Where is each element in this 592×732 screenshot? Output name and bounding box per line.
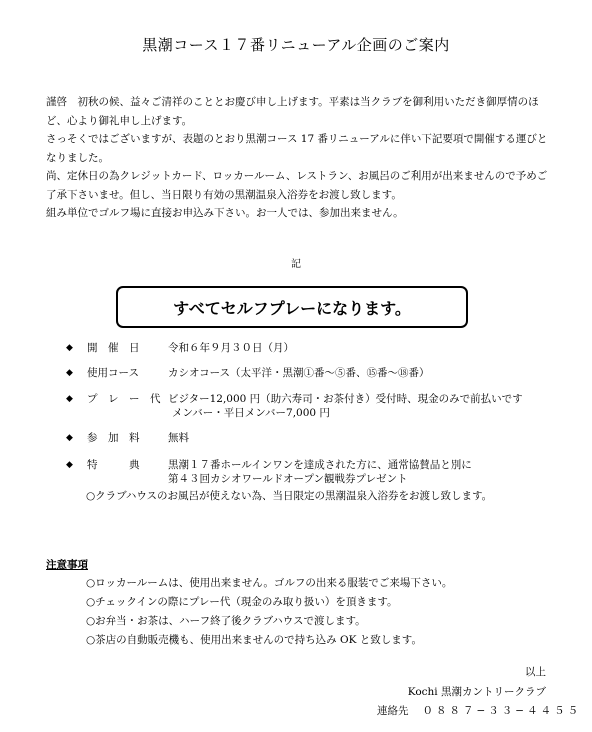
- detail-label-fee: プ レ ー 代: [87, 393, 161, 405]
- intro-closure-note: 尚、定休日の為クレジットカード、ロッカールーム、レストラン、お風呂のご利用が出来ませんので予めご了承下さいませ。但し、当日限り有効の黒潮温泉入浴券をお渡し致します。: [46, 170, 548, 201]
- diamond-bullet-icon: ◆: [66, 460, 73, 470]
- note-item: ○チェックインの際にプレー代（現金のみ取り扱い）を頂きます。: [86, 596, 398, 608]
- detail-label-course: 使用コース: [87, 367, 139, 379]
- detail-value-entry-fee: 無料: [168, 432, 189, 444]
- detail-value-special: [168, 458, 568, 486]
- bath-ticket-note: ○クラブハウスのお風呂が使えない為、当日限定の黒潮温泉入浴券をお渡し致します。: [86, 490, 493, 502]
- note-item: ○茶店の自動販売機も、使用出来ませんので持ち込み OK と致します。: [86, 634, 422, 646]
- club-name: Kochi 黒潮カントリークラブ: [407, 686, 546, 698]
- closing-ijo: 以上: [525, 666, 546, 678]
- notes-heading: 注意事項: [46, 559, 88, 571]
- note-item: ○ロッカールームは、使用出来ません。ゴルフの出来る服装でご来場下さい。: [86, 577, 453, 589]
- diamond-bullet-icon: ◆: [66, 433, 73, 443]
- ki-heading: 記: [291, 259, 301, 270]
- intro-entry-note: 組み単位でゴルフ場に直接お申込み下さい。お一人では、参加出来ません。: [46, 207, 404, 219]
- notes-list: [86, 574, 556, 650]
- detail-value-date: 令和６年９月３０日（月）: [168, 342, 294, 354]
- self-play-banner: すべてセルフプレーになります。: [116, 286, 468, 328]
- detail-label-entry-fee: 参 加 料: [87, 432, 140, 444]
- intro-announcement: さっそくではございますが、表題のとおり黒潮コース 17 番リニューアルに伴い下記要項で開催する運びとなりました。: [46, 133, 548, 164]
- contact-phone: ０８８７−３３−４４５５: [422, 705, 582, 717]
- diamond-bullet-icon: ◆: [66, 394, 73, 404]
- fee-member: メンバー・平日メンバー7,000 円: [172, 407, 330, 419]
- detail-label-date: 開 催 日: [87, 342, 140, 354]
- detail-label-special: 特 典: [87, 459, 140, 471]
- note-item: ○お弁当・お茶は、ハーフ終了後クラブハウスで渡します。: [86, 615, 366, 627]
- contact-info: [377, 703, 581, 718]
- special-line-1: 黒潮１７番ホールインワンを達成された方に、通常協賛品と別に: [168, 459, 472, 471]
- page-title: 黒潮コース１７番リニューアル企画のご案内: [142, 36, 450, 54]
- contact-label: 連絡先: [377, 705, 409, 717]
- detail-value-course: カシオコース（太平洋・黒潮①番～⑤番、⑮番～⑱番）: [168, 367, 430, 379]
- fee-visitor: ビジター12,000 円（助六寿司・お茶付き）受付時、現金のみで前払いです: [168, 393, 523, 405]
- diamond-bullet-icon: ◆: [66, 343, 73, 353]
- intro-greeting: 謹啓 初秋の候、益々ご清祥のこととお慶び申し上げます。平素は当クラブを御利用いただき御厚情のほど、心より御礼申し上げます。: [46, 96, 539, 127]
- detail-value-fee: [168, 392, 568, 420]
- diamond-bullet-icon: ◆: [66, 368, 73, 378]
- special-line-2: 第４３回カシオワールドオープン観戦券プレゼント: [168, 473, 408, 485]
- intro-paragraphs: [46, 93, 556, 223]
